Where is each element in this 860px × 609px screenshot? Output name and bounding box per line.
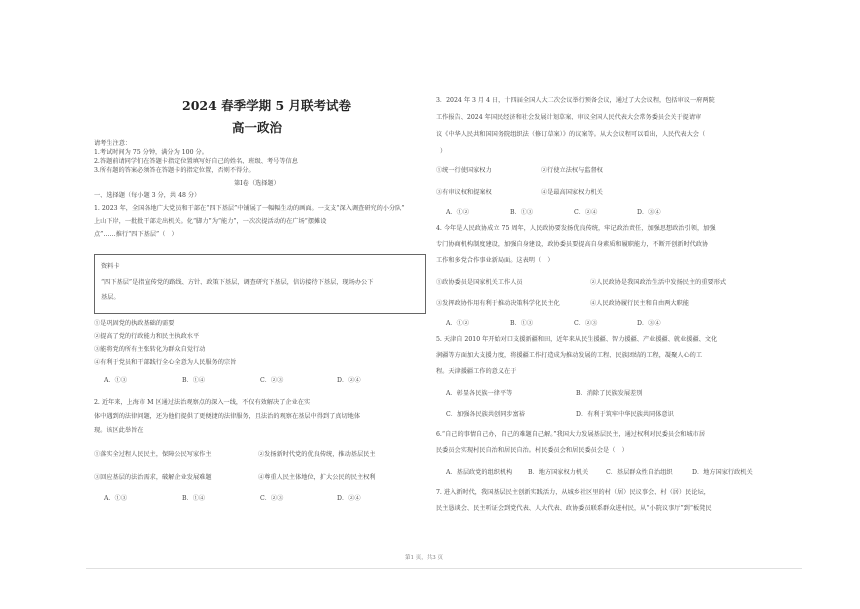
q1-stem: 1. 2023 年，全国各地广大党员和干部在“四下基层”中铺展了一幅幅生动的画面。一支支“深入调查研究的小分队” xyxy=(94,205,405,212)
note-item: 2.答题前请同学们在答题卡指定位置填写好自己的姓名、班级、考号等信息 xyxy=(94,158,298,165)
q1-choice-d: D．②④ xyxy=(337,377,361,384)
exam-title: 2024 春季学期 5 月联考试卷 xyxy=(182,98,352,113)
q4-option: ③发挥政协作用有利于推动决策科学化民主化 xyxy=(436,300,560,307)
q5-stem: 程。天津援疆工作的意义在于 xyxy=(436,368,517,375)
q2-choice-d: D．②④ xyxy=(337,495,361,502)
q2-stem: 现。该区此举旨在 xyxy=(94,427,144,434)
q1-option: ③能将党的所有主张转化为群众自觉行动 xyxy=(94,346,206,353)
q6-stem: 民委员会实现村民自治和居民自治。村民委员会和居民委员会是（ ） xyxy=(436,447,628,454)
q3-option: ③有审议权和提案权 xyxy=(436,189,492,196)
q2-choice-b: B．①④ xyxy=(182,495,206,502)
q7-stem: 民主恳谈会、民主听证会到党代表、人大代表、政协委员联系群众进村民，从“小院议事厅”到“板凳民 xyxy=(436,505,712,512)
q1-option: ④有利于党员和干部践行全心全意为人民服务的宗旨 xyxy=(94,359,237,366)
section-heading: 一、选择题（每小题 3 分，共 48 分） xyxy=(94,192,201,199)
info-card-text: “四下基层”是指宣传党的路线、方针、政策下基层，调查研究下基层，信访接待下基层，现场办公下 xyxy=(101,279,374,286)
q1-stem: 上山下岸，一批批干部走出机关。化“脚力”为“能力”，一次次提活动的在广场“摆摊设 xyxy=(94,218,327,225)
info-card-title: 资料卡 xyxy=(101,263,120,270)
section-label: 第Ⅰ卷（选择题） xyxy=(234,180,280,187)
q3-choice-a: A．①② xyxy=(446,209,470,216)
subject-title: 高一政治 xyxy=(232,120,283,135)
q1-choice-b: B．①④ xyxy=(182,377,206,384)
q5-stem: 润疆等方面加大支援力度，将援疆工作打造成为推动发展的工程、民族团结的工程，凝聚人心的工 xyxy=(436,352,703,359)
q4-stem: 专门协商机构制度建设，加强自身建设，政协委员要提高自身素质和履职能力，不断开创新时代政协 xyxy=(436,241,709,248)
info-card-text: 基层。 xyxy=(101,294,120,301)
q5-option-a: A．彰显各民族一律平等 xyxy=(446,390,513,397)
q1-choice-c: C．②③ xyxy=(260,377,284,384)
q3-option: ①统一行使国家权力 xyxy=(436,167,492,174)
q6-choice-d: D．地方国家行政机关 xyxy=(692,469,753,476)
q3-choice-d: D．③④ xyxy=(637,209,661,216)
q5-option-d: D．有利于筑牢中华民族共同体意识 xyxy=(576,411,674,418)
q3-choice-c: C．②④ xyxy=(574,209,598,216)
q2-option: ②发扬新时代党的优良传统，推动基层民主 xyxy=(258,451,376,458)
q6-stem: 6.“自己的事情自己办，自己的难题自己解。”我国大力发展基层民主，通过权利对民委员会和城市居 xyxy=(436,431,706,438)
q1-option: ①是巩固党的执政基础的需要 xyxy=(94,320,175,327)
q1-option: ②提高了党的行政能力和民主执政水平 xyxy=(94,333,200,340)
q1-stem: 点”……推行“四下基层”（ ） xyxy=(94,231,178,238)
q5-option-c: C．加强各民族共创同步富裕 xyxy=(446,411,525,418)
bottom-divider xyxy=(86,568,802,569)
q3-option: ②行使立法权与监督权 xyxy=(541,167,603,174)
q2-choice-c: C．②③ xyxy=(260,495,284,502)
q7-stem: 7. 进入新时代，我国基层民主创新实践活力，从城乡社区里的村（居）民议事会、村（居）民论坛， xyxy=(436,489,710,496)
page-footer: 第1 页，共3 页 xyxy=(405,555,443,561)
note-item: 3.所有题的答案必须答在答题卡的指定位置，否则不得分。 xyxy=(94,167,255,174)
q4-choice-a: A．①② xyxy=(446,320,470,327)
q3-stem: 议《中华人民共和国国务院组织法（修订草案）》的议案等。从大会议程可以看出，人民代表大会（ xyxy=(436,131,706,138)
q4-stem: 4. 今年是人民政协成立 75 周年，人民政协要发扬优良传统，牢记政治责任，加强思想政治引领，加强 xyxy=(436,225,716,232)
q4-option: ①政协委员是国家机关工作人员 xyxy=(436,279,523,286)
info-card xyxy=(94,254,426,314)
q4-choice-b: B．①③ xyxy=(510,320,534,327)
q3-stem: ） xyxy=(440,148,447,155)
notes-heading: 请考生注意： xyxy=(94,140,132,147)
q2-option: ④尊重人民主体地位，扩大公民的民主权利 xyxy=(258,474,376,481)
q2-stem: 体中遇到的法律问题，还为他们提供了更便捷的法律服务，且法治的观察在基层中得到了真切地体 xyxy=(94,413,361,420)
q2-option: ③回应基层的法治需求，破解企业发展难题 xyxy=(94,474,212,481)
q5-option-b: B．消除了民族发展差别 xyxy=(576,390,643,397)
q2-choice-a: A．①③ xyxy=(104,495,128,502)
q4-option: ④人民政协履行民主和自由两大职能 xyxy=(590,300,689,307)
q4-choice-c: C．②③ xyxy=(574,320,598,327)
q3-stem: 3．2024 年 3 月 4 日，十四届全国人大二次会议举行预备会议，通过了大会议程，包括审议一府两院 xyxy=(436,97,715,104)
q2-stem: 2. 近年来，上海市 M 区通过法治观察点的深入一线，不仅有效解决了企业在实 xyxy=(94,399,311,406)
q4-option: ②人民政协是我国政治生活中发扬民主的重要形式 xyxy=(590,279,727,286)
q6-choice-b: B．地方国家权力机关 xyxy=(528,469,589,476)
note-item: 1.考试时间为 75 分钟，满分为 100 分。 xyxy=(94,149,208,156)
q3-option: ④是最高国家权力机关 xyxy=(541,189,603,196)
q4-stem: 工作和多党合作事业新局面。这表明（ ） xyxy=(436,257,554,264)
q5-stem: 5. 天津自 2010 年开始对口支援新疆和田，近年来从民生援疆、智力援疆、产业援疆、就业援疆、文化 xyxy=(436,336,718,343)
q4-choice-d: D．③④ xyxy=(637,320,661,327)
q3-stem: 工作报告、2024 年国民经济和社会发展计划草案、审议全国人民代表大会常务委员会关于提请审 xyxy=(436,114,702,121)
q2-option: ①落实全过程人民民主，保障公民写家作主 xyxy=(94,451,212,458)
q1-choice-a: A．①③ xyxy=(104,377,128,384)
q6-choice-c: C．基层群众性自治组织 xyxy=(606,469,673,476)
q3-choice-b: B．①③ xyxy=(510,209,534,216)
q6-choice-a: A．基层政党的组织机构 xyxy=(446,469,513,476)
